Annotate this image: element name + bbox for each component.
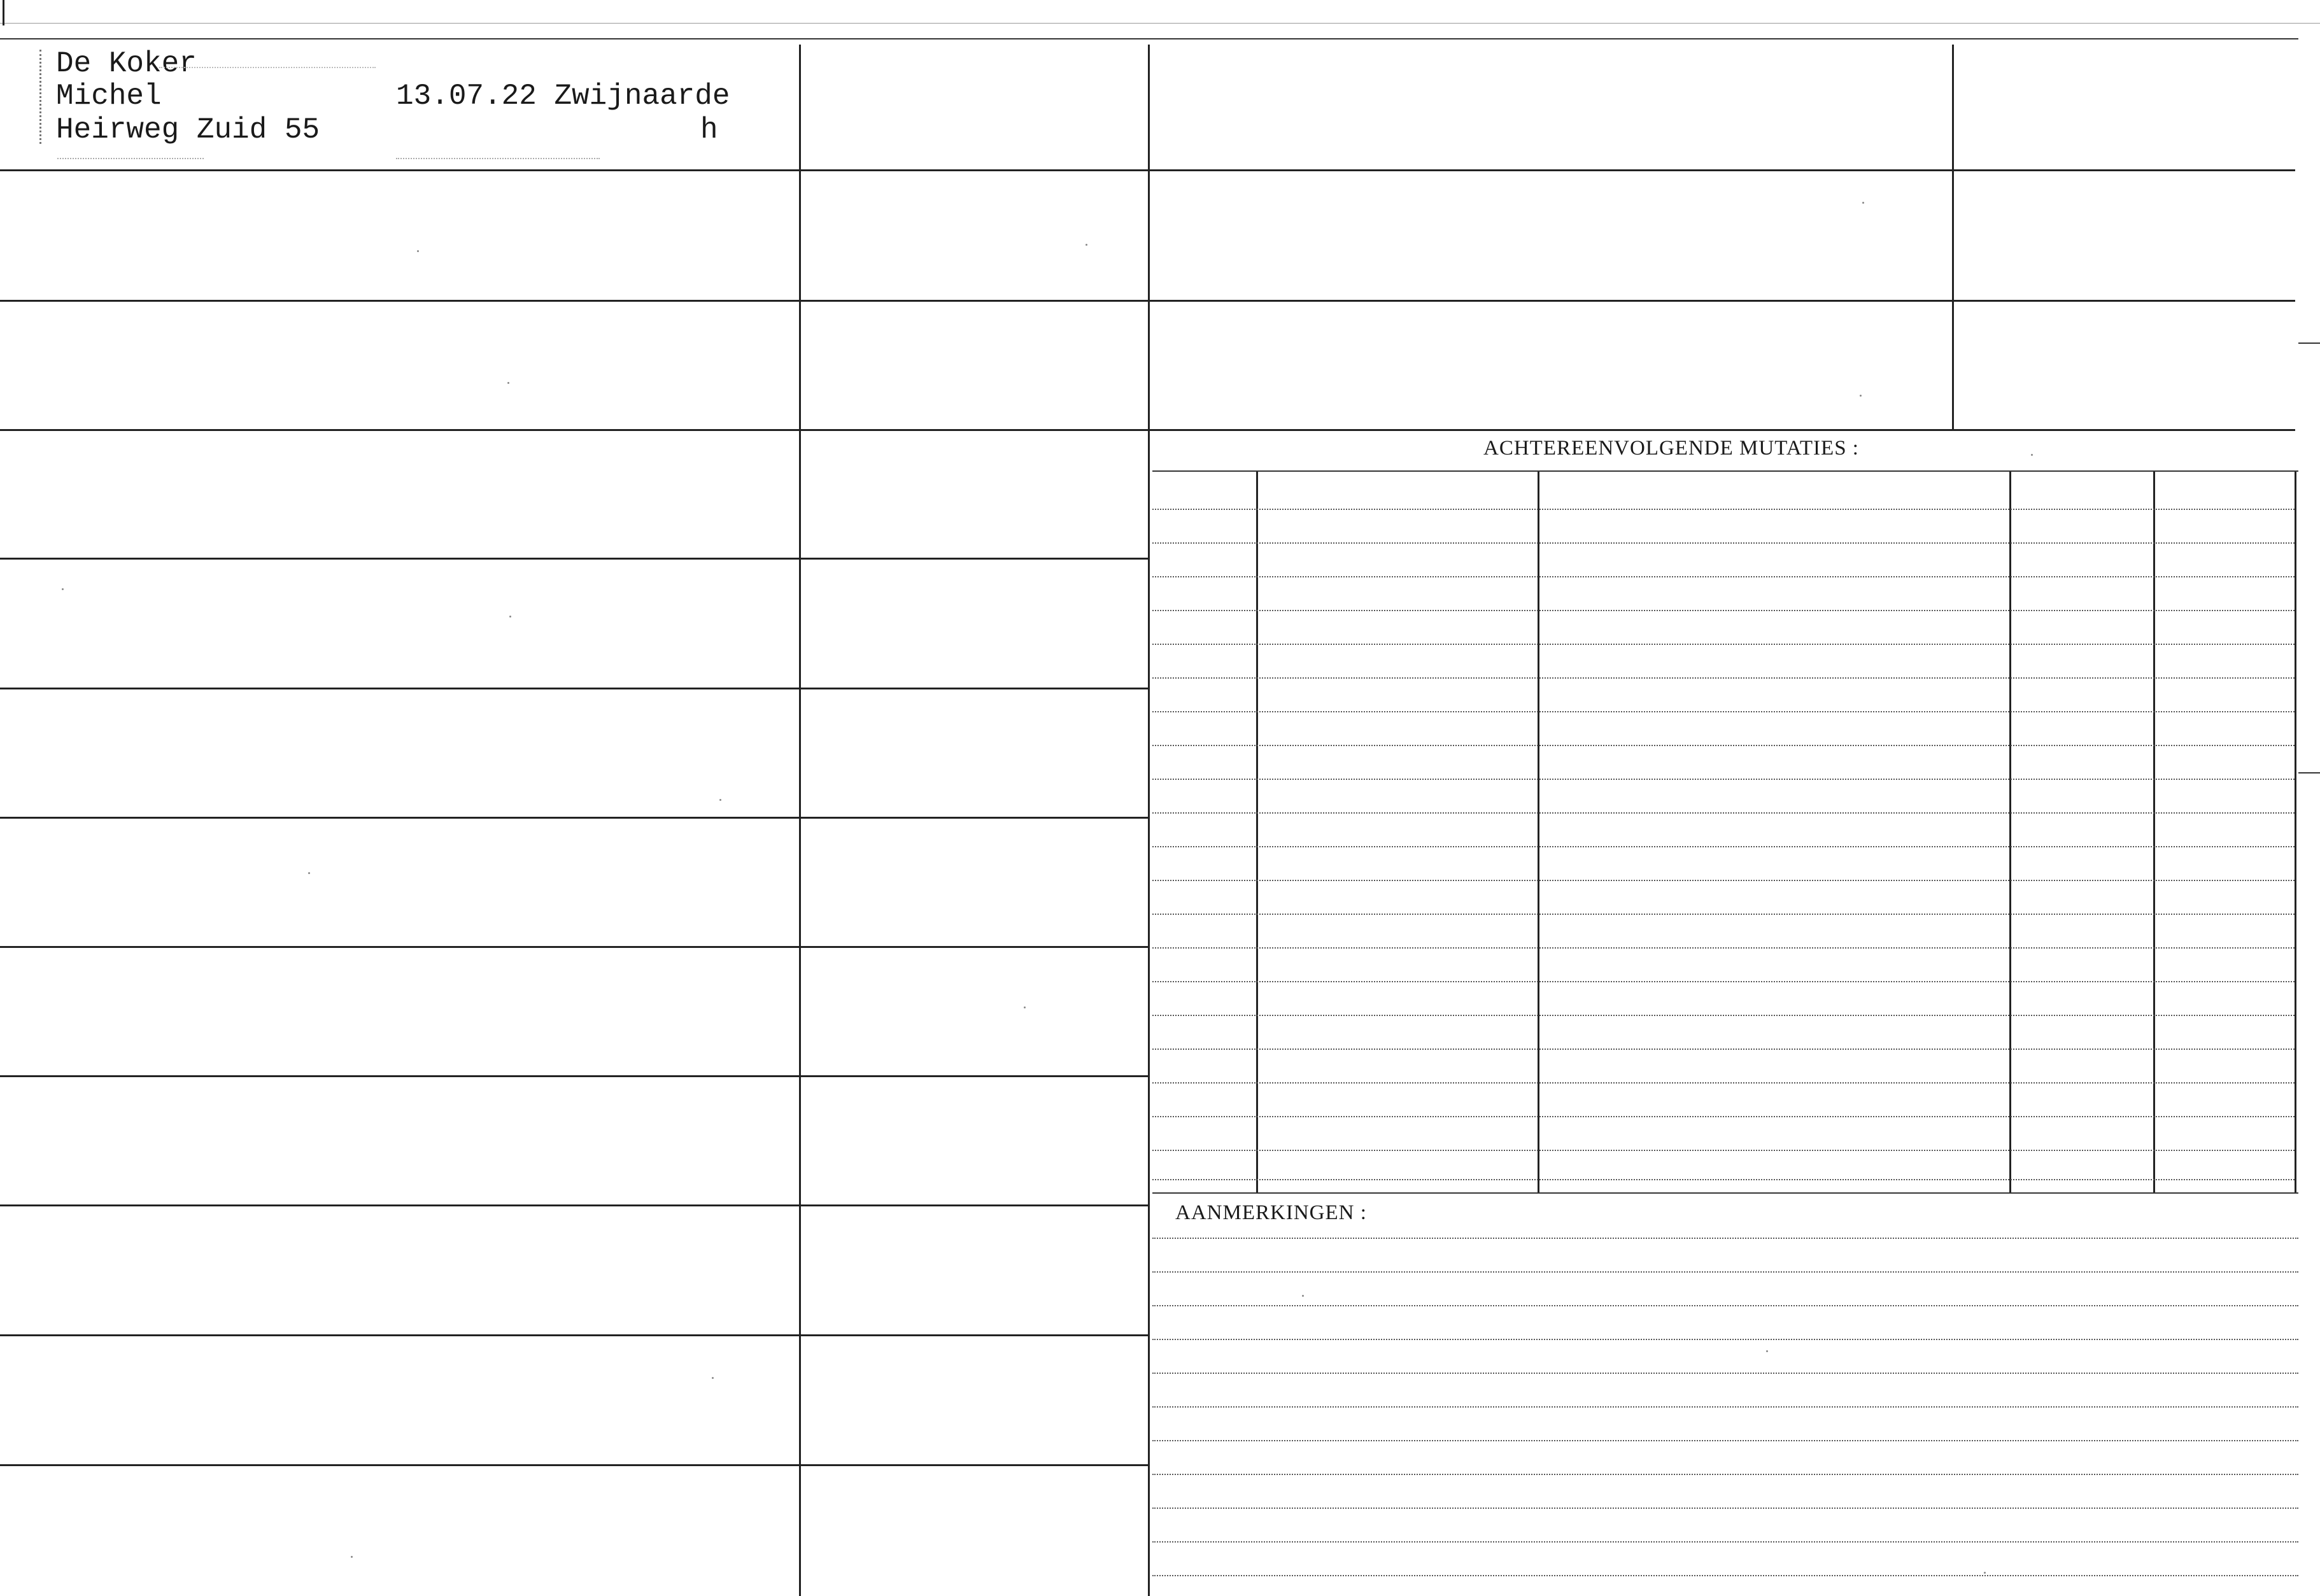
speck bbox=[351, 1556, 353, 1558]
column-divider-2 bbox=[1148, 45, 1150, 1596]
remarks-rule bbox=[1152, 1440, 2298, 1441]
mutations-rule bbox=[1152, 779, 2295, 780]
remarks-rule bbox=[1152, 1508, 2298, 1509]
mutations-title: ACHTEREENVOLGENDE MUTATIES : bbox=[1483, 437, 1859, 460]
remarks-rule bbox=[1152, 1474, 2298, 1475]
mutations-rule bbox=[1152, 711, 2295, 712]
first-name-text: Michel bbox=[56, 80, 162, 113]
mutations-col-line bbox=[2295, 472, 2296, 1192]
right-edge-tick bbox=[2298, 343, 2320, 344]
speck bbox=[1862, 202, 1864, 204]
remarks-rule bbox=[1152, 1339, 2298, 1340]
speck bbox=[507, 382, 509, 384]
speck bbox=[2031, 454, 2033, 456]
mutations-rule bbox=[1152, 509, 2295, 510]
right-row-line bbox=[1149, 300, 2295, 302]
row-line bbox=[0, 946, 1149, 948]
mutations-col-line bbox=[1538, 472, 1539, 1192]
speck bbox=[1024, 1006, 1026, 1008]
right-row-line bbox=[1149, 169, 2295, 171]
card-top-faint-edge bbox=[0, 23, 2320, 24]
speck bbox=[1302, 1295, 1304, 1297]
mutations-rule bbox=[1152, 914, 2295, 915]
speck bbox=[1860, 395, 1862, 397]
mutations-rule bbox=[1152, 1049, 2295, 1050]
stamp-residue bbox=[57, 158, 204, 159]
mutations-rule bbox=[1152, 1015, 2295, 1016]
mutations-col-line bbox=[1256, 472, 1258, 1192]
remarks-rule bbox=[1152, 1271, 2298, 1273]
row-line bbox=[0, 817, 1149, 819]
column-divider-1 bbox=[799, 45, 801, 1596]
row-line bbox=[0, 1464, 1149, 1466]
stamp-residue bbox=[159, 67, 376, 94]
speck bbox=[62, 588, 64, 590]
mutations-rule bbox=[1152, 1150, 2295, 1151]
mutations-rule bbox=[1152, 812, 2295, 814]
birth-date-place-text: 13.07.22 Zwijnaarde bbox=[396, 80, 730, 113]
mark-text: h bbox=[700, 113, 718, 146]
surname-text: De Koker bbox=[56, 47, 197, 80]
speck bbox=[719, 799, 721, 801]
row-line bbox=[0, 300, 1149, 302]
mutations-rule bbox=[1152, 576, 2295, 577]
speck bbox=[308, 872, 310, 874]
right-row-line bbox=[1149, 429, 2295, 431]
mutations-rule bbox=[1152, 1116, 2295, 1117]
row-line bbox=[0, 1334, 1149, 1336]
mutations-rule bbox=[1152, 610, 2295, 611]
remarks-rule bbox=[1152, 1305, 2298, 1306]
mutations-rule bbox=[1152, 1179, 2295, 1180]
remarks-rule bbox=[1152, 1575, 2298, 1576]
speck bbox=[1984, 1572, 1986, 1574]
remarks-rule bbox=[1152, 1238, 2298, 1239]
mutations-bottom-line bbox=[1152, 1192, 2298, 1194]
card-left-corner-mark bbox=[3, 0, 4, 25]
remarks-title: AANMERKINGEN : bbox=[1175, 1201, 1367, 1224]
mutations-rule bbox=[1152, 880, 2295, 881]
row-line bbox=[0, 558, 1149, 560]
address-text: Heirweg Zuid 55 bbox=[56, 113, 320, 146]
speck bbox=[417, 250, 419, 252]
speck bbox=[712, 1377, 714, 1379]
mutations-col-line bbox=[2153, 472, 2155, 1192]
mutations-rule bbox=[1152, 1082, 2295, 1084]
row-line bbox=[0, 688, 1149, 689]
row-line bbox=[0, 169, 1149, 171]
remarks-rule bbox=[1152, 1541, 2298, 1543]
row-line bbox=[0, 1075, 1149, 1077]
speck bbox=[509, 616, 511, 618]
mutations-rule bbox=[1152, 846, 2295, 847]
mutations-col-line bbox=[2009, 472, 2011, 1192]
mutations-rule bbox=[1152, 947, 2295, 949]
mutations-rule bbox=[1152, 677, 2295, 679]
remarks-rule bbox=[1152, 1373, 2298, 1374]
remarks-rule bbox=[1152, 1406, 2298, 1408]
mutations-top-line bbox=[1152, 470, 2298, 472]
mutations-rule bbox=[1152, 542, 2295, 544]
card-top-edge bbox=[0, 38, 2298, 39]
stamp-residue bbox=[396, 158, 600, 159]
stamp-residue bbox=[39, 50, 45, 144]
mutations-rule bbox=[1152, 981, 2295, 982]
right-edge-tick bbox=[2298, 772, 2320, 773]
column-divider-3 bbox=[1952, 45, 1954, 430]
mutations-rule bbox=[1152, 745, 2295, 746]
speck bbox=[1766, 1350, 1768, 1352]
speck bbox=[1086, 244, 1087, 246]
row-line bbox=[0, 1204, 1149, 1206]
row-line bbox=[0, 429, 1149, 431]
mutations-rule bbox=[1152, 644, 2295, 645]
